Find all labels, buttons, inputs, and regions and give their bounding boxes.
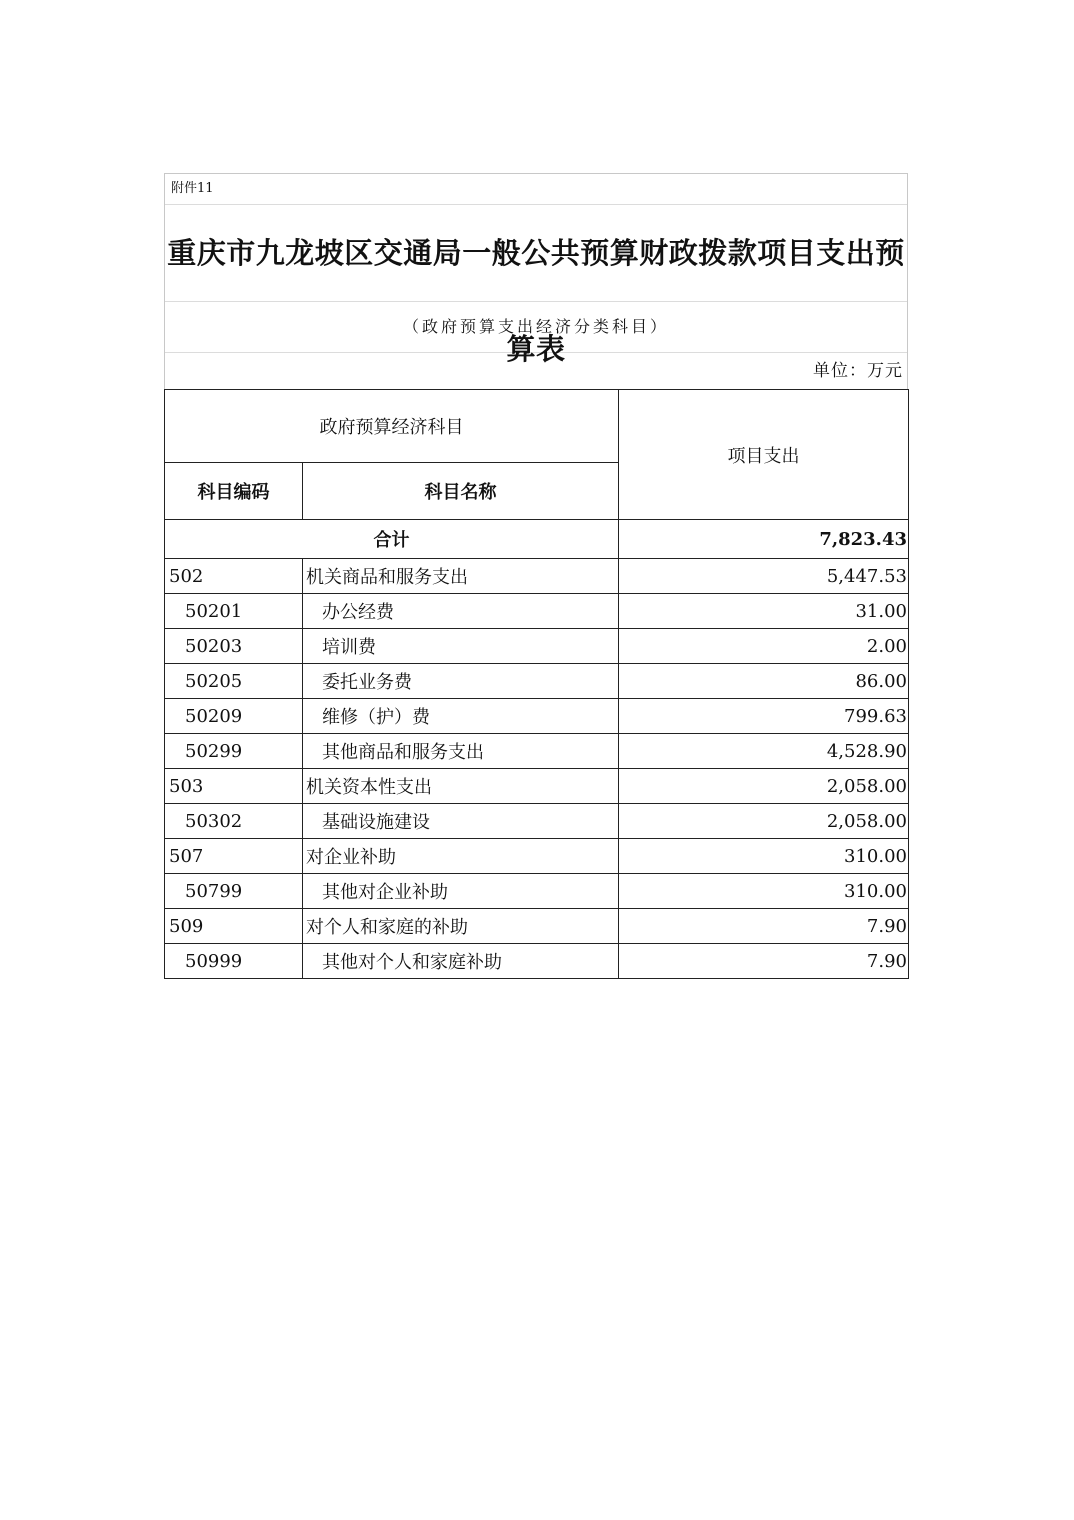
row-amount: 310.00 bbox=[619, 874, 909, 909]
row-amount: 2,058.00 bbox=[619, 804, 909, 839]
row-code: 50209 bbox=[165, 699, 303, 734]
table-row bbox=[165, 629, 909, 664]
total-amount: 7,823.43 bbox=[619, 520, 909, 559]
row-name: 其他商品和服务支出 bbox=[303, 734, 619, 769]
row-amount: 799.63 bbox=[619, 699, 909, 734]
row-name: 对个人和家庭的补助 bbox=[303, 909, 619, 944]
row-amount: 7.90 bbox=[619, 909, 909, 944]
header-group: 政府预算经济科目 bbox=[165, 390, 619, 463]
row-amount: 86.00 bbox=[619, 664, 909, 699]
table-row bbox=[165, 909, 909, 944]
page-title: 重庆市九龙坡区交通局一般公共预算财政拨款项目支出预算表 bbox=[165, 205, 907, 302]
total-row bbox=[165, 520, 909, 559]
row-amount: 31.00 bbox=[619, 594, 909, 629]
table-row bbox=[165, 804, 909, 839]
row-amount: 4,528.90 bbox=[619, 734, 909, 769]
attachment-label: 附件11 bbox=[165, 174, 907, 205]
table-row bbox=[165, 594, 909, 629]
row-amount: 310.00 bbox=[619, 839, 909, 874]
page-subtitle: （政府预算支出经济分类科目） bbox=[165, 302, 907, 353]
row-code: 509 bbox=[165, 909, 303, 944]
row-code: 50799 bbox=[165, 874, 303, 909]
table-row bbox=[165, 699, 909, 734]
budget-table bbox=[164, 389, 909, 979]
unit-label: 单位：万元 bbox=[813, 361, 903, 381]
row-code: 50201 bbox=[165, 594, 303, 629]
budget-sheet bbox=[164, 173, 908, 979]
row-name: 维修（护）费 bbox=[303, 699, 619, 734]
row-name: 基础设施建设 bbox=[303, 804, 619, 839]
table-row bbox=[165, 874, 909, 909]
row-amount: 7.90 bbox=[619, 944, 909, 979]
header-name: 科目名称 bbox=[303, 463, 619, 520]
table-row bbox=[165, 944, 909, 979]
header-amount: 项目支出 bbox=[619, 390, 909, 520]
row-amount: 2,058.00 bbox=[619, 769, 909, 804]
row-code: 50203 bbox=[165, 629, 303, 664]
row-code: 502 bbox=[165, 559, 303, 594]
row-code: 50999 bbox=[165, 944, 303, 979]
row-name: 其他对个人和家庭补助 bbox=[303, 944, 619, 979]
table-row bbox=[165, 769, 909, 804]
total-label: 合计 bbox=[165, 520, 619, 559]
header-row-group bbox=[165, 390, 909, 463]
table-row bbox=[165, 734, 909, 769]
header-code: 科目编码 bbox=[165, 463, 303, 520]
row-code: 507 bbox=[165, 839, 303, 874]
row-name: 机关资本性支出 bbox=[303, 769, 619, 804]
row-name: 委托业务费 bbox=[303, 664, 619, 699]
row-amount: 2.00 bbox=[619, 629, 909, 664]
sheet-header bbox=[164, 173, 908, 389]
row-name: 培训费 bbox=[303, 629, 619, 664]
row-code: 503 bbox=[165, 769, 303, 804]
row-code: 50302 bbox=[165, 804, 303, 839]
table-row bbox=[165, 559, 909, 594]
row-name: 其他对企业补助 bbox=[303, 874, 619, 909]
row-name: 机关商品和服务支出 bbox=[303, 559, 619, 594]
row-amount: 5,447.53 bbox=[619, 559, 909, 594]
row-name: 办公经费 bbox=[303, 594, 619, 629]
row-code: 50299 bbox=[165, 734, 303, 769]
table-row bbox=[165, 664, 909, 699]
row-name: 对企业补助 bbox=[303, 839, 619, 874]
table-row bbox=[165, 839, 909, 874]
row-code: 50205 bbox=[165, 664, 303, 699]
